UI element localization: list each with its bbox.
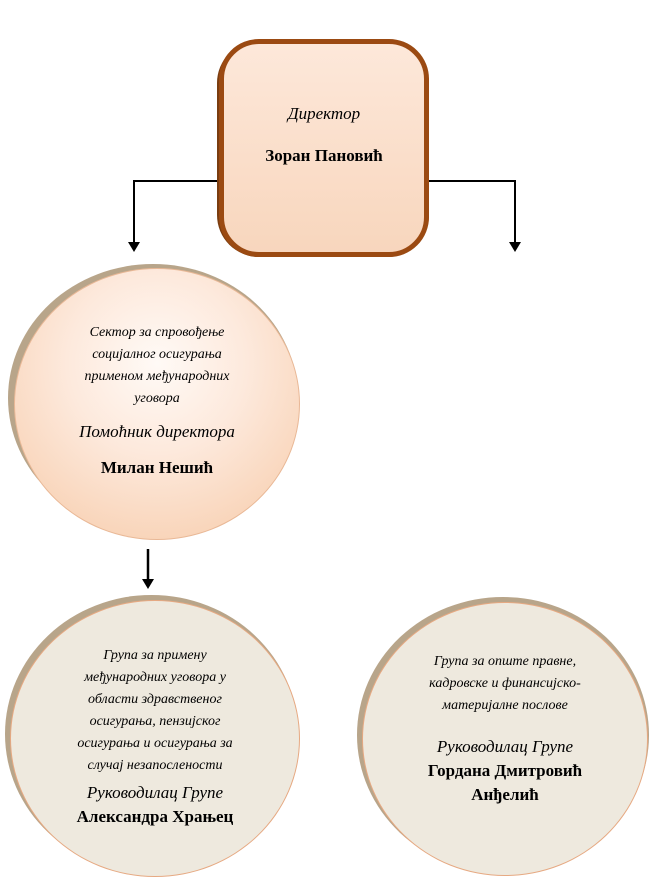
sector-description-line: уговора (134, 391, 180, 406)
group-general-description-line: материјалне послове (442, 698, 568, 713)
director-name: Зоран Пановић (265, 146, 383, 165)
group-general-description-line: Група за опште правне, (433, 654, 577, 669)
group-international-description-line: осигурања и осигурања за (77, 735, 233, 751)
sector-description-line: применом међународних (84, 369, 230, 384)
group-international-head-name: Александра Храњец (76, 806, 234, 826)
group-international-description (77, 645, 232, 777)
director-box (219, 39, 429, 257)
group-general-description (429, 651, 581, 717)
group-general-head-name-line: Анђелић (471, 785, 539, 804)
group-international-circle (10, 600, 300, 877)
sector-description-line: социјалног осигурања (92, 347, 222, 362)
group-international-description-line: случај незапослености (87, 757, 223, 773)
group-international-description-line: осигурања, пензијског (89, 713, 221, 729)
group-general-description-line: кадровске и финансијско- (429, 676, 581, 691)
sector-description (84, 322, 229, 410)
group-international-description-line: Група за примену (103, 647, 207, 663)
sector-head-name: Милан Нешић (100, 458, 214, 477)
sector-description-line: Сектор за спровођење (89, 325, 225, 340)
group-international-description-line: области здравственог (88, 691, 222, 707)
group-international-description-line: међународних уговора у (84, 669, 226, 685)
sector-role: Помоћник директора (79, 422, 235, 441)
group-international-role: Руководилац Групе (86, 782, 224, 802)
connector-director-to-group-general (427, 180, 521, 252)
group-general-role: Руководилац Групе (436, 737, 574, 756)
sector-circle (14, 268, 300, 540)
director-role: Директор (287, 104, 361, 123)
group-general-head-name (428, 759, 582, 807)
group-general-circle (362, 602, 648, 876)
group-general-head-name-line: Гордана Дмитровић (427, 761, 583, 780)
connector-director-to-sector (128, 180, 221, 252)
connector-sector-to-group-international (142, 549, 154, 589)
